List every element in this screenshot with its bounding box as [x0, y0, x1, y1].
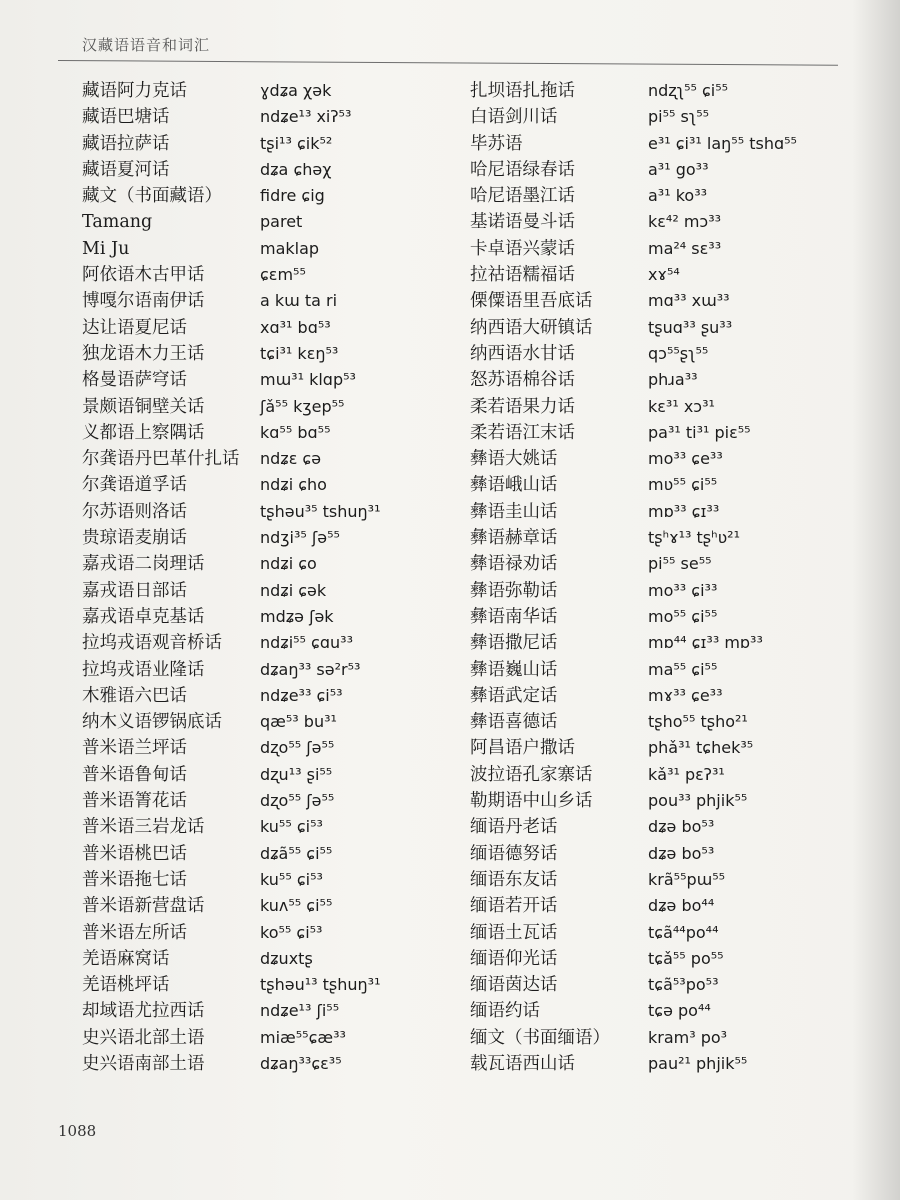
- word-form: krã⁵⁵pɯ⁵⁵: [648, 869, 726, 889]
- language-name: 景颇语铜壁关话: [82, 396, 205, 417]
- word-form: tʂʰɤ¹³ tʂʰʋ²¹: [648, 528, 740, 548]
- word-form: tɕǎ⁵⁵ po⁵⁵: [648, 948, 724, 968]
- language-name: 彝语禄劝话: [470, 554, 558, 575]
- language-name: 彝语武定话: [470, 685, 558, 706]
- language-name: 藏语阿力克话: [82, 81, 187, 101]
- word-form: dʐo⁵⁵ ʃə⁵⁵: [260, 791, 335, 811]
- word-form: tɕə po⁴⁴: [648, 1001, 711, 1021]
- word-form: dʑə bo⁵³: [648, 843, 715, 863]
- word-form: ndʒi³⁵ ʃə⁵⁵: [260, 528, 340, 548]
- language-name: 尔龚语丹巴革什扎话: [82, 449, 240, 470]
- left-form-column: [260, 78, 381, 1077]
- language-name: 彝语大姚话: [470, 449, 558, 470]
- language-name: 藏文（书面藏语）: [82, 186, 222, 207]
- language-name: 基诺语曼斗话: [470, 212, 575, 233]
- left-language-column: [82, 78, 240, 1077]
- word-form: tɕi³¹ kɛŋ⁵³: [260, 343, 339, 363]
- language-name: 独龙语木力王话: [82, 343, 205, 364]
- word-form: kɑ⁵⁵ bɑ⁵⁵: [260, 422, 331, 442]
- language-name: 拉祜语糯福话: [470, 265, 575, 286]
- language-name: 尔龚语道孚话: [82, 475, 187, 496]
- word-form: tɕã⁵³po⁵³: [648, 975, 719, 995]
- word-form: mdʑə ʃək: [260, 606, 334, 626]
- word-form: ko⁵⁵ ɕi⁵³: [260, 922, 323, 942]
- word-form: mɒ⁴⁴ ɕɪ³³ mɒ³³: [648, 633, 763, 653]
- language-name: 普米语新营盘话: [82, 896, 205, 917]
- word-form: pi⁵⁵ sʅ⁵⁵: [648, 107, 710, 127]
- language-name: Tamang: [82, 212, 153, 233]
- language-name: 贵琼语麦崩话: [82, 528, 187, 549]
- word-form: dʑaŋ³³ sə²r⁵³: [260, 659, 361, 679]
- language-name: 藏语巴塘话: [82, 107, 170, 128]
- language-name: 普米语箐花话: [82, 791, 187, 812]
- running-head: 汉藏语语音和词汇: [82, 36, 211, 54]
- word-form: ndʑi ɕo: [260, 554, 317, 574]
- word-form: ndʑe³³ ɕi⁵³: [260, 685, 343, 705]
- language-name: 缅语茵达话: [470, 975, 558, 996]
- word-form: ɕɛm⁵⁵: [260, 265, 306, 285]
- language-name: 普米语左所话: [82, 922, 187, 943]
- language-name: 彝语撒尼话: [470, 633, 558, 654]
- language-name: 普米语兰坪话: [82, 738, 187, 759]
- language-name: 缅语约话: [470, 1001, 540, 1022]
- word-form: a kɯ ta ri: [260, 291, 338, 311]
- language-name: 彝语峨山话: [470, 475, 558, 496]
- word-form: pou³³ phjik⁵⁵: [648, 791, 748, 811]
- language-name: 缅语仰光话: [470, 948, 558, 969]
- word-form: dʑə bo⁵³: [648, 817, 715, 837]
- page-binding-shadow: [852, 0, 900, 1200]
- language-name: 彝语巍山话: [470, 659, 558, 680]
- language-name: 普米语桃巴话: [82, 843, 187, 864]
- language-name: 怒苏语棉谷话: [470, 370, 575, 391]
- word-form: ma²⁴ sɛ³³: [648, 238, 722, 258]
- language-name: 柔若语果力话: [470, 396, 575, 417]
- word-form: ku⁵⁵ ɕi⁵³: [260, 817, 323, 837]
- language-name: 博嘎尔语南伊话: [82, 291, 205, 312]
- language-name: 纳木义语锣锅底话: [82, 712, 222, 733]
- header-rule: [58, 60, 838, 66]
- word-form: ɣdʑa χək: [260, 81, 332, 100]
- word-form: a³¹ go³³: [648, 159, 709, 179]
- language-name: 却域语尤拉西话: [82, 1001, 205, 1022]
- language-name: 木雅语六巴话: [82, 685, 187, 706]
- word-form: kǎ³¹ pɛʔ³¹: [648, 764, 725, 784]
- word-form: tʂho⁵⁵ tʂho²¹: [648, 712, 748, 732]
- word-form: dʑã⁵⁵ ɕi⁵⁵: [260, 843, 333, 863]
- word-form: dʑuxtʂ: [260, 948, 313, 968]
- word-form: mo³³ ɕi³³: [648, 580, 718, 600]
- language-name: 普米语鲁甸话: [82, 764, 187, 785]
- word-form: mʋ⁵⁵ ɕi⁵⁵: [648, 475, 718, 495]
- language-name: 彝语赫章话: [470, 528, 558, 549]
- language-name: 纳西语大研镇话: [470, 317, 593, 338]
- word-form: tɕã⁴⁴po⁴⁴: [648, 922, 719, 942]
- word-form: kram³ po³: [648, 1027, 728, 1047]
- language-name: 彝语弥勒话: [470, 580, 558, 601]
- word-form: ndʑi ɕho: [260, 475, 327, 495]
- word-form: ndʑe¹³ xiʔ⁵³: [260, 107, 352, 127]
- language-name: 勒期语中山乡话: [470, 791, 593, 812]
- word-form: ndʐʅ⁵⁵ ɕi⁵⁵: [648, 81, 729, 100]
- word-form: ndʑi⁵⁵ ɕɑu³³: [260, 633, 353, 653]
- word-form: mɤ³³ ɕe³³: [648, 685, 723, 705]
- word-form: dʐo⁵⁵ ʃə⁵⁵: [260, 738, 335, 758]
- language-name: 载瓦语西山话: [470, 1053, 575, 1074]
- word-form: ma⁵⁵ ɕi⁵⁵: [648, 659, 718, 679]
- word-form: tʂi¹³ ɕik⁵²: [260, 133, 333, 153]
- word-form: xɑ³¹ bɑ⁵³: [260, 317, 331, 337]
- word-form: mɯ³¹ klɑp⁵³: [260, 370, 356, 390]
- word-form: phǎ³¹ tɕhek³⁵: [648, 738, 754, 758]
- page-number: 1088: [58, 1122, 97, 1140]
- word-form: fidre ɕig: [260, 186, 325, 206]
- language-name: 缅文（书面缅语）: [470, 1027, 610, 1048]
- word-form: pa³¹ ti³¹ piɛ⁵⁵: [648, 422, 751, 442]
- word-form: ndʑɛ ɕə: [260, 449, 322, 469]
- language-name: 拉坞戎语业隆话: [82, 659, 205, 680]
- language-name: 藏语夏河话: [82, 159, 170, 180]
- language-name: 彝语圭山话: [470, 501, 558, 522]
- language-name: Mi Ju: [82, 238, 130, 259]
- language-name: 羌语麻窝话: [82, 948, 170, 969]
- language-name: 羌语桃坪话: [82, 975, 170, 996]
- word-form: mo⁵⁵ ɕi⁵⁵: [648, 606, 718, 626]
- word-form: maklap: [260, 238, 320, 258]
- word-form: kɛ⁴² mɔ³³: [648, 212, 722, 232]
- word-form: kuʌ⁵⁵ ɕi⁵⁵: [260, 896, 333, 916]
- language-name: 藏语拉萨话: [82, 133, 170, 154]
- word-form: tʂhəu³⁵ tshuŋ³¹: [260, 501, 381, 521]
- right-form-column: [648, 78, 797, 1077]
- language-name: 卡卓语兴蒙话: [470, 238, 575, 259]
- word-form: a³¹ ko³³: [648, 186, 708, 206]
- word-form: dʑa ɕhəχ: [260, 159, 332, 179]
- language-name: 达让语夏尼话: [82, 317, 187, 338]
- language-name: 柔若语江末话: [470, 422, 575, 443]
- word-form: miæ⁵⁵ɕæ³³: [260, 1027, 346, 1047]
- language-name: 哈尼语绿春话: [470, 159, 575, 180]
- word-form: tʂhəu¹³ tʂhuŋ³¹: [260, 975, 381, 995]
- language-name: 纳西语水甘话: [470, 343, 575, 364]
- word-form: mɑ³³ xɯ³³: [648, 291, 730, 311]
- language-name: 白语剑川话: [470, 107, 558, 128]
- language-name: 格曼语萨穹话: [82, 370, 187, 391]
- language-name: 扎坝语扎拖话: [470, 81, 575, 101]
- language-name: 波拉语孔家寨话: [470, 764, 593, 785]
- word-form: kɛ³¹ xɔ³¹: [648, 396, 715, 416]
- word-form: mo³³ ɕe³³: [648, 449, 723, 469]
- language-name: 嘉戎语卓克基话: [82, 606, 205, 627]
- language-name: 嘉戎语二岗理话: [82, 554, 205, 575]
- language-name: 尔苏语则洛话: [82, 501, 187, 522]
- language-name: 缅语若开话: [470, 896, 558, 917]
- word-form: mɒ³³ ɕɪ³³: [648, 501, 720, 521]
- word-form: ku⁵⁵ ɕi⁵³: [260, 869, 323, 889]
- word-form: tʂuɑ³³ ʂu³³: [648, 317, 733, 337]
- word-form: ndʑe¹³ ʃi⁵⁵: [260, 1001, 340, 1021]
- language-name: 阿依语木古甲话: [82, 265, 205, 286]
- language-name: 毕苏语: [470, 133, 523, 154]
- word-form: dʑə bo⁴⁴: [648, 896, 715, 916]
- language-name: 史兴语南部土语: [82, 1053, 205, 1074]
- language-name: 史兴语北部土语: [82, 1027, 205, 1048]
- language-name: 傈僳语里吾底话: [470, 291, 593, 312]
- language-name: 义都语上察隅话: [82, 422, 205, 443]
- word-form: e³¹ ɕi³¹ laŋ⁵⁵ tshɑ⁵⁵: [648, 133, 797, 153]
- language-name: 彝语喜德话: [470, 712, 558, 733]
- language-name: 缅语土瓦话: [470, 922, 558, 943]
- word-form: dʐu¹³ ʂi⁵⁵: [260, 764, 333, 784]
- language-name: 缅语东友话: [470, 869, 558, 890]
- language-name: 缅语德努话: [470, 843, 558, 864]
- language-name: 哈尼语墨江话: [470, 186, 575, 207]
- word-form: pi⁵⁵ se⁵⁵: [648, 554, 712, 574]
- word-form: qæ⁵³ bu³¹: [260, 712, 337, 732]
- word-form: qɔ⁵⁵ʂʅ⁵⁵: [648, 343, 709, 363]
- word-form: ndʑi ɕək: [260, 580, 327, 600]
- language-name: 彝语南华话: [470, 606, 558, 627]
- language-name: 缅语丹老话: [470, 817, 558, 838]
- word-form: phɹa³³: [648, 370, 698, 390]
- word-form: ʃǎ⁵⁵ kʒep⁵⁵: [260, 396, 345, 416]
- language-name: 拉坞戎语观音桥话: [82, 633, 222, 654]
- word-form: pau²¹ phjik⁵⁵: [648, 1053, 748, 1073]
- language-name: 嘉戎语日部话: [82, 580, 187, 601]
- word-form: xɤ⁵⁴: [648, 265, 680, 285]
- word-form: dʑaŋ³³ɕɛ³⁵: [260, 1053, 342, 1073]
- language-name: 普米语拖七话: [82, 869, 187, 890]
- language-name: 阿昌语户撒话: [470, 738, 575, 759]
- right-language-column: [470, 78, 610, 1077]
- language-name: 普米语三岩龙话: [82, 817, 205, 838]
- word-form: paret: [260, 212, 303, 232]
